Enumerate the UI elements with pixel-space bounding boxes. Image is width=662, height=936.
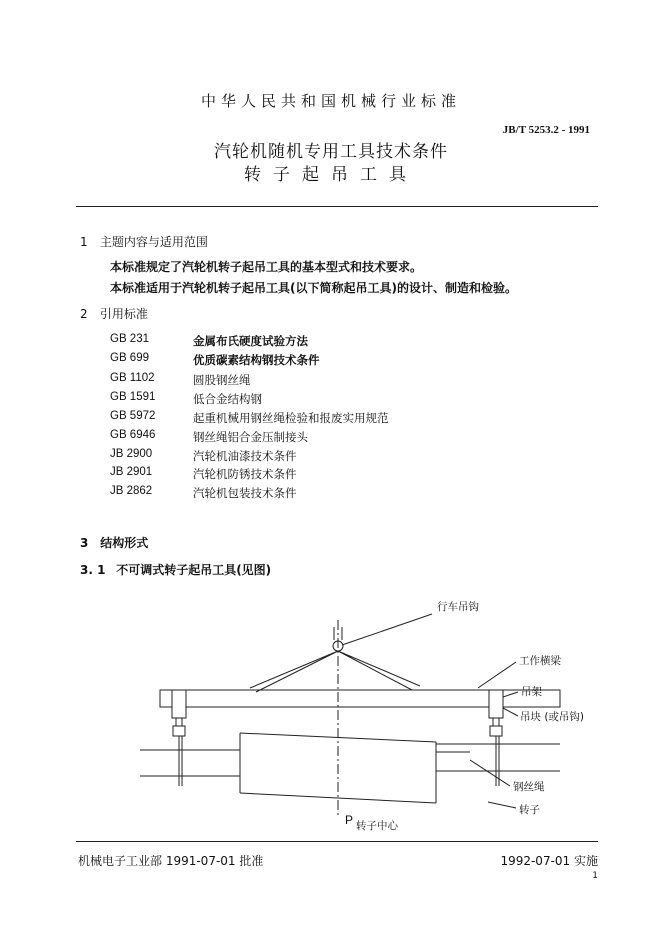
ref-code: JB 2862 [110,485,153,497]
implementation-line: 1992-07-01 实施 [500,854,598,868]
left-hanger-link [176,718,182,726]
ref-code: GB 1591 [110,391,156,403]
ref-code: GB 6946 [110,429,156,441]
section-2-title: 引用标准 [99,307,148,321]
ref-code: JB 2901 [110,466,153,478]
label-center-mark: P [345,813,354,827]
page-number: 1 [592,871,598,881]
ref-title: 起重机械用钢丝绳检验和报废实用规范 [193,411,389,425]
label-wire-rope: 钢丝绳 [513,781,545,793]
ref-code: GB 5972 [110,410,156,422]
ref-title: 金属布氏硬度试验方法 [193,334,308,348]
ref-title: 优质碳素结构钢技术条件 [193,353,320,367]
section-1-number: 1 [80,235,88,249]
section-2-number: 2 [80,307,88,321]
standard-organization: 中华人民共和国机械行业标准 [200,92,461,110]
leader-rotor [488,802,516,808]
ref-title: 汽轮机防锈技术条件 [193,467,297,481]
right-sling [338,651,420,690]
left-lifting-block [173,726,185,736]
approval-line: 机械电子工业部 1991-07-01 批准 [78,854,264,868]
ref-title: 汽轮机油漆技术条件 [193,449,297,463]
ref-code: GB 1102 [110,372,155,384]
label-crane-hook: 行车吊钩 [437,601,479,613]
right-hanger [489,690,503,718]
leader-block [503,708,518,716]
ref-code: GB 231 [110,333,149,345]
ref-title: 汽轮机包装技术条件 [193,486,297,500]
section-1-paragraph-1: 本标准规定了汽轮机转子起吊工具的基本型式和技术要求。 [110,260,423,274]
ref-title: 圆股钢丝绳 [193,373,251,387]
ref-title: 低合金结构钢 [193,392,262,406]
ref-code: GB 699 [110,352,149,364]
label-work-beam: 工作横梁 [519,655,561,667]
label-rotor: 转子 [519,804,540,816]
left-sling [250,651,338,692]
section-1-title: 主题内容与适用范围 [99,235,208,249]
subsection-3-1-number: 3. 1 [80,563,106,577]
label-lifting-block: 吊块 (或吊钩) [520,711,585,723]
label-rotor-center: 转子中心 [356,820,398,832]
section-1-paragraph-2: 本标准适用于汽轮机转子起吊工具(以下简称起吊工具)的设计、制造和检验。 [110,281,517,295]
subsection-3-1-title: 不可调式转子起吊工具(见图) [116,563,272,577]
standard-code: JB/T 5253.2 - 1991 [502,124,590,136]
section-3-number: 3 [80,536,89,550]
leader-wire-rope [470,760,510,786]
leader-crane-hook [342,614,432,645]
label-hanger: 吊架 [521,686,542,698]
leader-hanger [503,692,518,697]
ref-code: JB 2900 [110,448,153,460]
right-hanger-link [493,718,499,726]
footer-divider [76,841,598,842]
right-lifting-block [490,726,502,736]
document-subtitle: 转子起吊工具 [244,165,418,185]
section-3-title: 结构形式 [100,536,149,550]
document-title: 汽轮机随机专用工具技术条件 [214,142,448,162]
left-hanger [172,690,186,718]
leader-beam [478,662,516,688]
ref-title: 钢丝绳铝合金压制接头 [193,430,308,444]
